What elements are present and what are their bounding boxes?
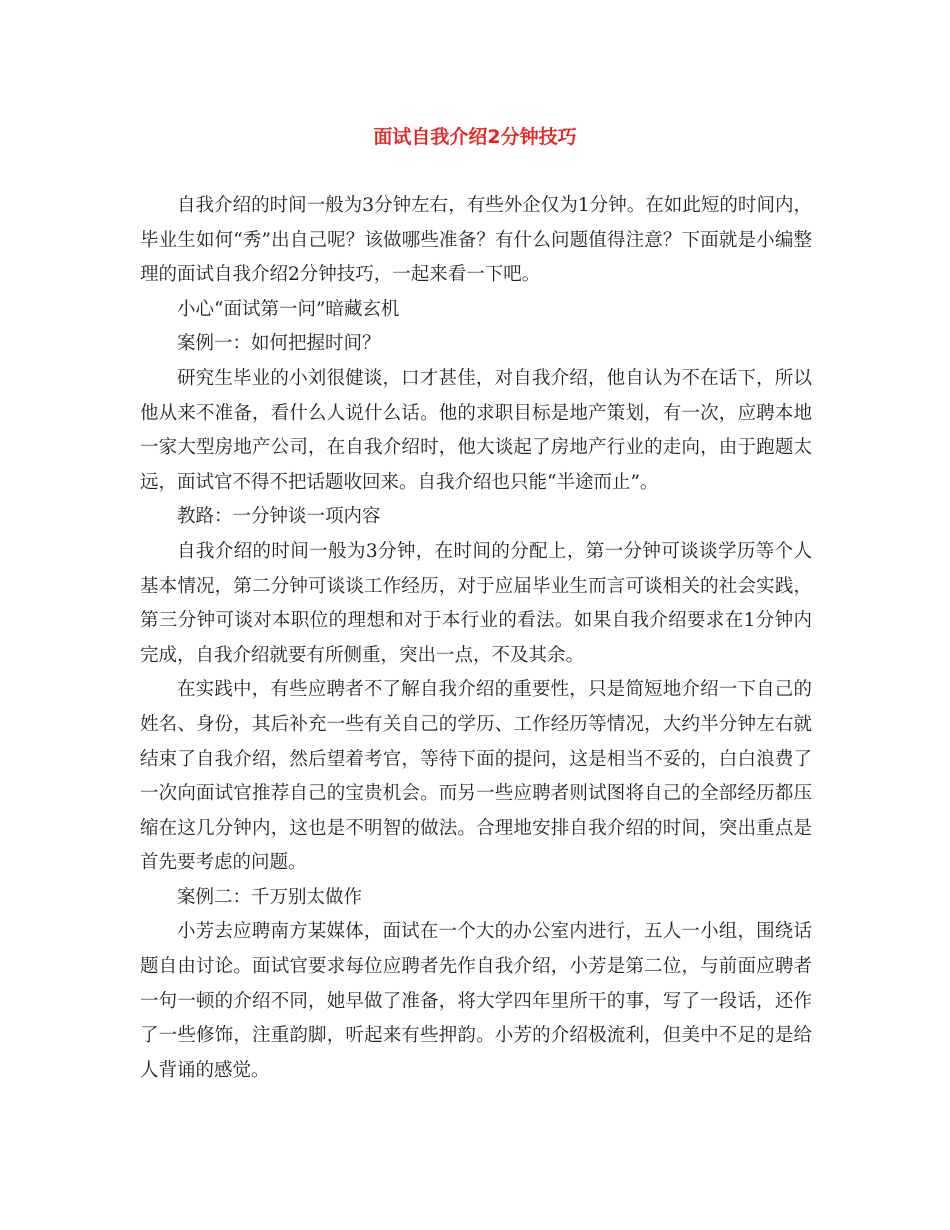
paragraph-lesson-detail: 自我介绍的时间一般为3分钟，在时间的分配上，第一分钟可谈谈学历等个人基本情况，第二分钟可谈谈工作经历，对于应届毕业生而言可谈相关的社会实践，第三分钟可谈对本职位的理想和对于本行业的看法。如果自我介绍要求在1分钟内完成，自我介绍就要有所侧重，突出一点，不及其余。 bbox=[140, 540, 812, 666]
paragraph-lesson-heading: 教路：一分钟谈一项内容 bbox=[177, 506, 381, 528]
paragraph-case-one-story: 研究生毕业的小刘很健谈，口才甚佳，对自我介绍，他自认为不在话下，所以他从来不准备，看什么人说什么话。他的求职目标是地产策划，有一次，应聘本地一家大型房地产公司，在自我介绍时，他大谈起了房地产行业的走向，由于跑题太远，面试官不得不把话题收回来。自我介绍也只能“半途而止”。 bbox=[140, 367, 812, 493]
document-body bbox=[140, 189, 812, 1088]
paragraph-intro: 自我介绍的时间一般为3分钟左右，有些外企仅为1分钟。在如此短的时间内，毕业生如何“秀”出自己呢？该做哪些准备？有什么问题值得注意？下面就是小编整理的面试自我介绍2分钟技巧，一起来看一下吧。 bbox=[140, 195, 812, 286]
paragraph-case-one-heading: 案例一：如何把握时间？ bbox=[177, 333, 381, 355]
paragraph-case-two-story: 小芳去应聘南方某媒体，面试在一个大的办公室内进行，五人一小组，围绕话题自由讨论。面试官要求每位应聘者先作自我介绍，小芳是第二位，与前面应聘者一句一顿的介绍不同，她早做了准备，将大学四年里所干的事，写了一段话，还作了一些修饰，注重韵脚，听起来有些押韵。小芳的介绍极流利，但美中不足的是给人背诵的感觉。 bbox=[140, 921, 812, 1081]
paragraph-practice: 在实践中，有些应聘者不了解自我介绍的重要性，只是简短地介绍一下自己的姓名、身份，其后补充一些有关自己的学历、工作经历等情况，大约半分钟左右就结束了自我介绍，然后望着考官，等待下面的提问，这是相当不妥的，白白浪费了一次向面试官推荐自己的宝贵机会。而另一些应聘者则试图将自己的全部经历都压缩在这几分钟内，这也是不明智的做法。合理地安排自我介绍的时间，突出重点是首先要考虑的问题。 bbox=[140, 679, 812, 874]
paragraph-heading-caution: 小心“面试第一问”暗藏玄机 bbox=[177, 298, 400, 320]
document-title: 面试自我介绍2分钟技巧 bbox=[373, 126, 577, 148]
paragraph-case-two-heading: 案例二：千万别太做作 bbox=[177, 886, 363, 908]
